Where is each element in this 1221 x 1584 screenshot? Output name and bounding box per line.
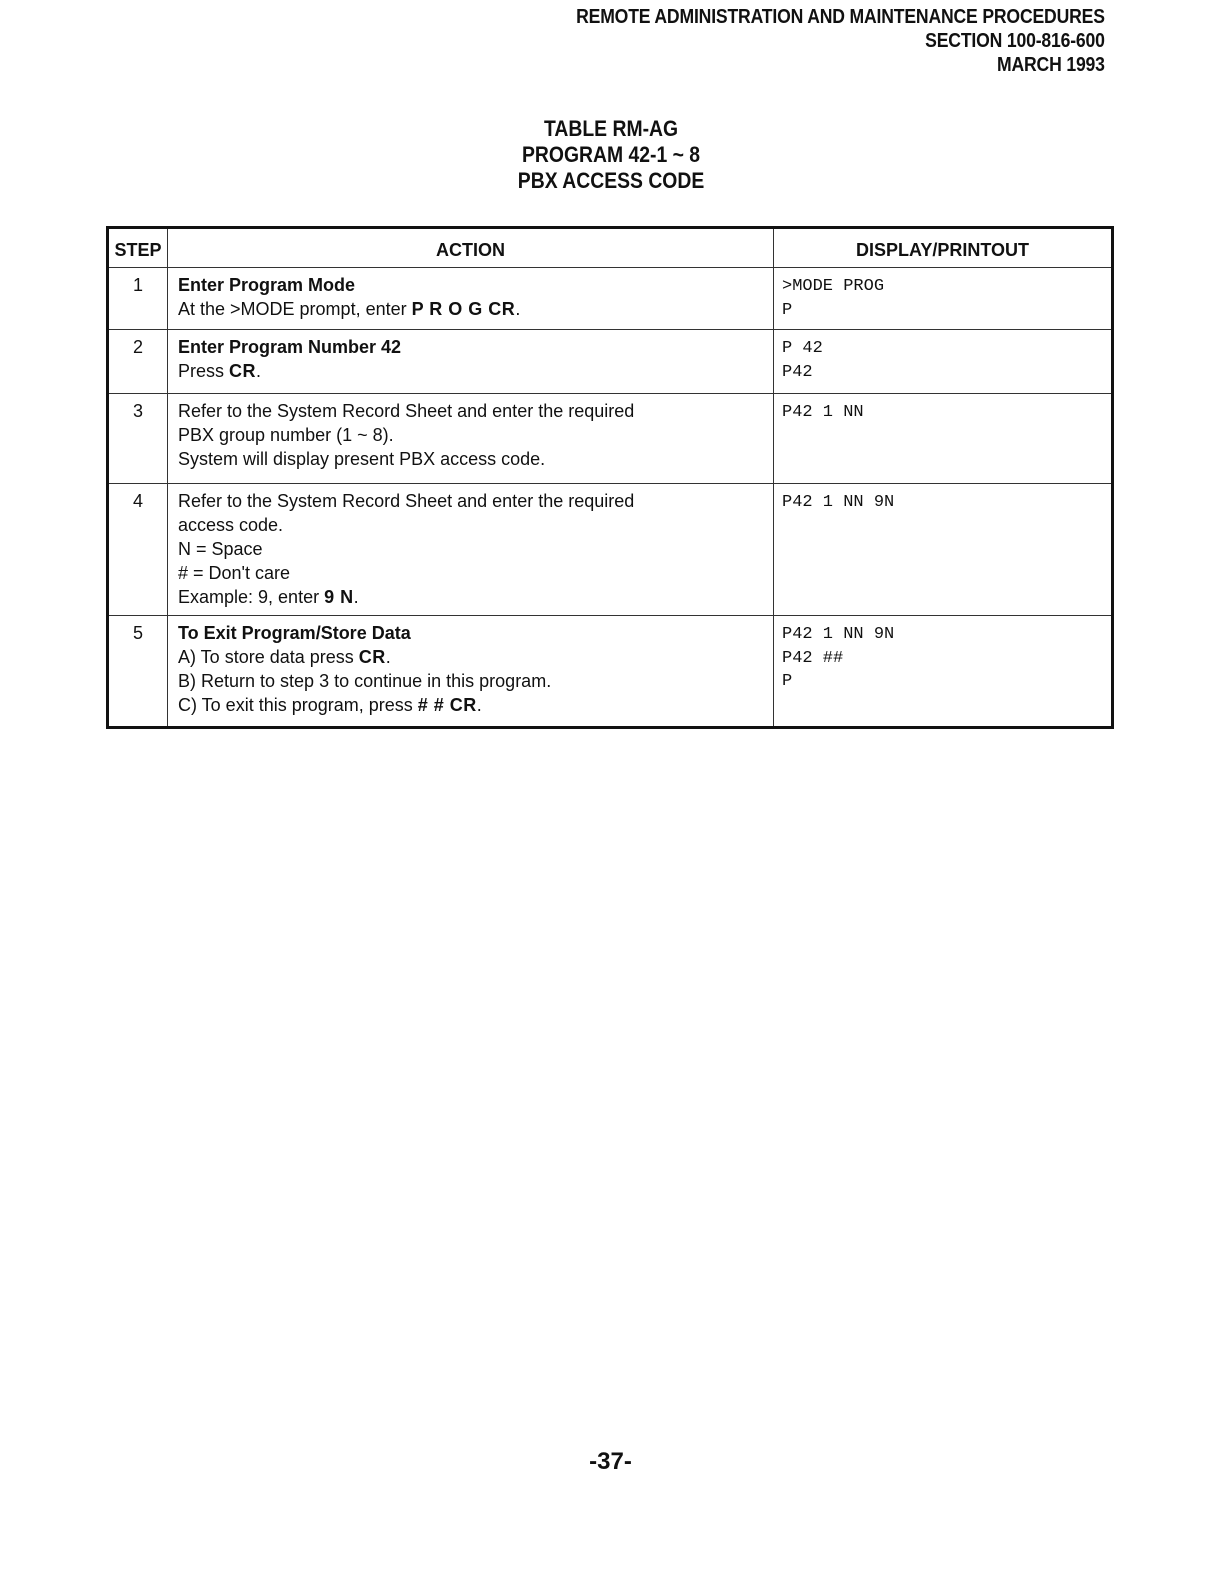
display-line: P	[782, 672, 793, 691]
step-number: 3	[108, 394, 168, 484]
header-title: REMOTE ADMINISTRATION AND MAINTENANCE PROCEDURES	[576, 6, 1105, 28]
step-display	[774, 616, 1113, 728]
step-number: 5	[108, 616, 168, 728]
document-header	[576, 5, 1105, 77]
step-display	[774, 484, 1113, 616]
action-instruction: At the >MODE prompt, enter P R O G CR.	[178, 299, 521, 319]
action-instruction: Press CR.	[178, 361, 262, 381]
header-section: SECTION 100-816-600	[925, 30, 1105, 52]
action-option-b: B) Return to step 3 to continue in this program.	[178, 671, 552, 691]
program-number: PROGRAM 42-1 ~ 8	[522, 142, 701, 167]
key-sequence: P R O G CR	[411, 299, 516, 319]
action-example: Example: 9, enter 9 N.	[178, 587, 359, 607]
step-display	[774, 394, 1113, 484]
key-sequence: 9 N	[324, 587, 354, 607]
key-sequence: CR	[229, 361, 257, 381]
action-line: Refer to the System Record Sheet and enter the required	[178, 401, 635, 421]
table-row	[108, 616, 1113, 728]
key-sequence: # # CR	[417, 695, 477, 715]
step-action	[168, 268, 774, 330]
display-line: P42 1 NN 9N	[782, 625, 895, 644]
display-line: P	[782, 300, 793, 320]
display-line: >MODE PROG	[782, 277, 885, 296]
table-row	[108, 268, 1113, 330]
action-line: System will display present PBX access code.	[178, 449, 546, 469]
action-line: access code.	[178, 515, 284, 535]
action-title: To Exit Program/Store Data	[178, 623, 411, 643]
column-header-display: DISPLAY/PRINTOUT	[774, 228, 1113, 268]
page-number: -37-	[589, 1448, 632, 1475]
key-sequence: CR	[358, 647, 386, 667]
display-line: P 42	[782, 339, 823, 358]
table-header-row	[108, 228, 1113, 268]
step-action	[168, 330, 774, 394]
display-line: P42 1 NN	[782, 403, 864, 422]
table-row	[108, 330, 1113, 394]
table-title-block	[0, 116, 1221, 194]
column-header-action: ACTION	[168, 228, 774, 268]
action-line: # = Don't care	[178, 563, 290, 583]
action-title: Enter Program Mode	[178, 275, 356, 295]
program-name: PBX ACCESS CODE	[517, 168, 705, 193]
table-id: TABLE RM-AG	[543, 116, 679, 141]
step-number: 1	[108, 268, 168, 330]
step-number: 2	[108, 330, 168, 394]
step-display	[774, 330, 1113, 394]
action-title: Enter Program Number 42	[178, 337, 402, 357]
display-line: P42 1 NN 9N	[782, 493, 895, 512]
action-option-a: A) To store data press CR.	[178, 647, 391, 667]
column-header-step: STEP	[108, 228, 168, 268]
step-display	[774, 268, 1113, 330]
step-action	[168, 484, 774, 616]
action-line: N = Space	[178, 539, 263, 559]
display-line: P42	[782, 362, 813, 382]
action-line: Refer to the System Record Sheet and enter the required	[178, 491, 635, 511]
table-row	[108, 394, 1113, 484]
header-date: MARCH 1993	[997, 54, 1105, 76]
action-option-c: C) To exit this program, press # # CR.	[178, 695, 482, 715]
table-row	[108, 484, 1113, 616]
display-line: P42 ##	[782, 648, 844, 668]
procedure-table	[106, 226, 1114, 729]
step-action	[168, 394, 774, 484]
action-line: PBX group number (1 ~ 8).	[178, 425, 394, 445]
step-action	[168, 616, 774, 728]
step-number: 4	[108, 484, 168, 616]
